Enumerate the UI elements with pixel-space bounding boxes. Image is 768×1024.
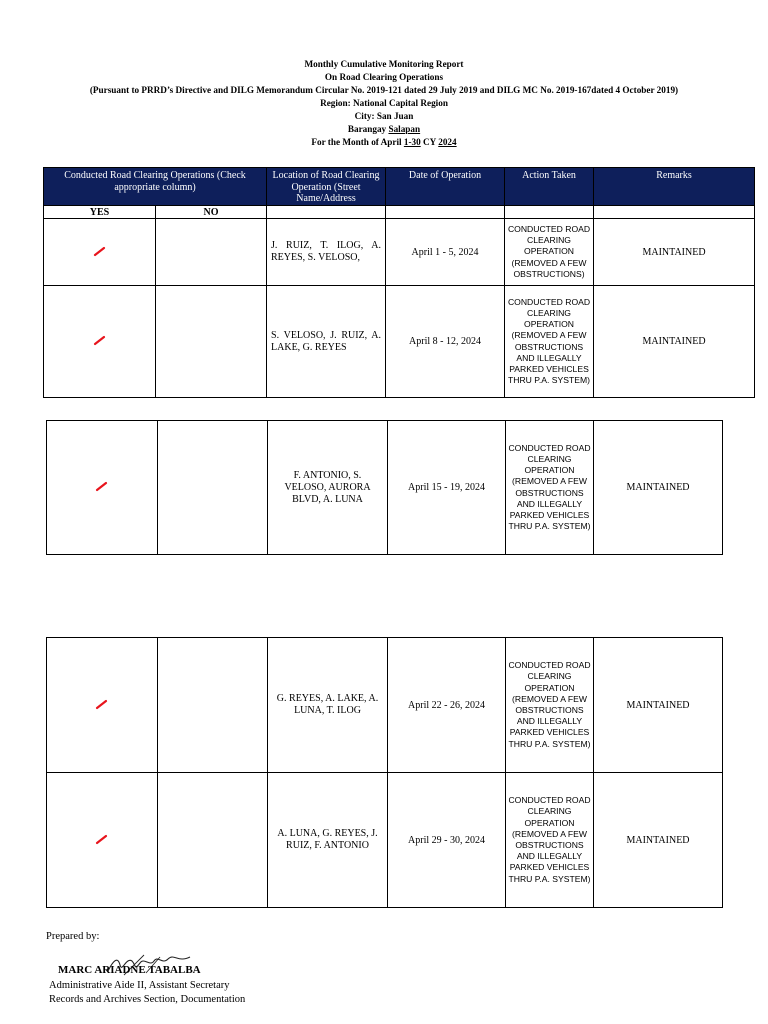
month-line: For the Month of April 1-30 CY 2024 — [311, 137, 457, 147]
no-cell — [158, 638, 268, 773]
col-conducted-header: Conducted Road Clearing Operations (Check appropriate column) — [44, 168, 267, 206]
date-cell: April 29 - 30, 2024 — [388, 773, 506, 908]
location-cell: J. RUIZ, T. ILOG, A. REYES, S. VELOSO, — [267, 219, 386, 286]
col-location-header: Location of Road Clearing Operation (Street Name/Address — [267, 168, 386, 206]
action-cell: CONDUCTED ROAD CLEARING OPERATION (REMOVED A FEW OBSTRUCTIONS) — [505, 219, 594, 286]
region-line: Region: National Capital Region — [320, 98, 448, 108]
no-cell — [156, 219, 267, 286]
check-mark-icon — [95, 480, 109, 495]
remarks-cell: MAINTAINED — [594, 638, 723, 773]
no-subheader: NO — [156, 206, 267, 219]
action-cell: CONDUCTED ROAD CLEARING OPERATION (REMOVED A FEW OBSTRUCTIONS AND ILLEGALLY PARKED VEHICLES THRU P.A. SYSTEM) — [506, 773, 594, 908]
action-cell: CONDUCTED ROAD CLEARING OPERATION (REMOVED A FEW OBSTRUCTIONS AND ILLEGALLY PARKED VEHICLES THRU P.A. SYSTEM) — [505, 286, 594, 398]
prepared-by-label: Prepared by: — [46, 931, 100, 942]
location-cell: G. REYES, A. LAKE, A. LUNA, T. ILOG — [268, 638, 388, 773]
yes-cell — [47, 773, 158, 908]
no-cell — [158, 421, 268, 555]
table-row — [47, 638, 723, 773]
date-cell: April 8 - 12, 2024 — [386, 286, 505, 398]
location-cell: S. VELOSO, J. RUIZ, A. LAKE, G. REYES — [267, 286, 386, 398]
action-cell: CONDUCTED ROAD CLEARING OPERATION (REMOVED A FEW OBSTRUCTIONS AND ILLEGALLY PARKED VEHICLES THRU P.A. SYSTEM) — [506, 421, 594, 555]
report-subtitle: On Road Clearing Operations — [324, 72, 444, 82]
report-header — [0, 58, 768, 149]
col-action-header: Action Taken — [505, 168, 594, 206]
date-cell: April 1 - 5, 2024 — [386, 219, 505, 286]
report-year: 2024 — [438, 137, 457, 147]
remarks-cell: MAINTAINED — [594, 219, 755, 286]
signatory-name: MARC ARIADNE TABALBA — [58, 964, 201, 976]
check-mark-icon — [93, 245, 107, 260]
barangay-line: Barangay Salapan — [347, 124, 421, 134]
remarks-cell: MAINTAINED — [594, 773, 723, 908]
city-line: City: San Juan — [354, 111, 414, 121]
report-table-2 — [46, 420, 723, 555]
barangay-name: Salapan — [388, 124, 421, 134]
location-cell: F. ANTONIO, S. VELOSO, AURORA BLVD, A. LUNA — [268, 421, 388, 555]
yes-subheader: YES — [44, 206, 156, 219]
remarks-cell: MAINTAINED — [594, 286, 755, 398]
signatory-position: Administrative Aide II, Assistant Secretary — [49, 980, 230, 991]
table-row — [47, 773, 723, 908]
report-title: Monthly Cumulative Monitoring Report — [304, 59, 464, 69]
no-cell — [158, 773, 268, 908]
report-table-1 — [43, 167, 755, 398]
remarks-cell: MAINTAINED — [594, 421, 723, 555]
check-mark-icon — [93, 334, 107, 349]
col-date-header: Date of Operation — [386, 168, 505, 206]
yes-cell — [44, 219, 156, 286]
table-row — [44, 219, 755, 286]
col-remarks-header: Remarks — [594, 168, 755, 206]
action-cell: CONDUCTED ROAD CLEARING OPERATION (REMOVED A FEW OBSTRUCTIONS AND ILLEGALLY PARKED VEHICLES THRU P.A. SYSTEM) — [506, 638, 594, 773]
signatory-section: Records and Archives Section, Documentation — [49, 994, 246, 1005]
location-cell: A. LUNA, G. REYES, J. RUIZ, F. ANTONIO — [268, 773, 388, 908]
date-cell: April 22 - 26, 2024 — [388, 638, 506, 773]
no-cell — [156, 286, 267, 398]
yes-cell — [47, 638, 158, 773]
date-cell: April 15 - 19, 2024 — [388, 421, 506, 555]
pursuant-line: (Pursuant to PRRD’s Directive and DILG Memorandum Circular No. 2019-121 dated 29 July 2019 and DILG MC No. 2019-167dated 4 October 2019) — [89, 85, 679, 95]
check-mark-icon — [95, 698, 109, 713]
yes-cell — [47, 421, 158, 555]
check-mark-icon — [95, 833, 109, 848]
table-row — [47, 421, 723, 555]
yes-cell — [44, 286, 156, 398]
month-range: 1-30 — [403, 137, 421, 147]
table-row — [44, 286, 755, 398]
report-table-3 — [46, 637, 723, 908]
